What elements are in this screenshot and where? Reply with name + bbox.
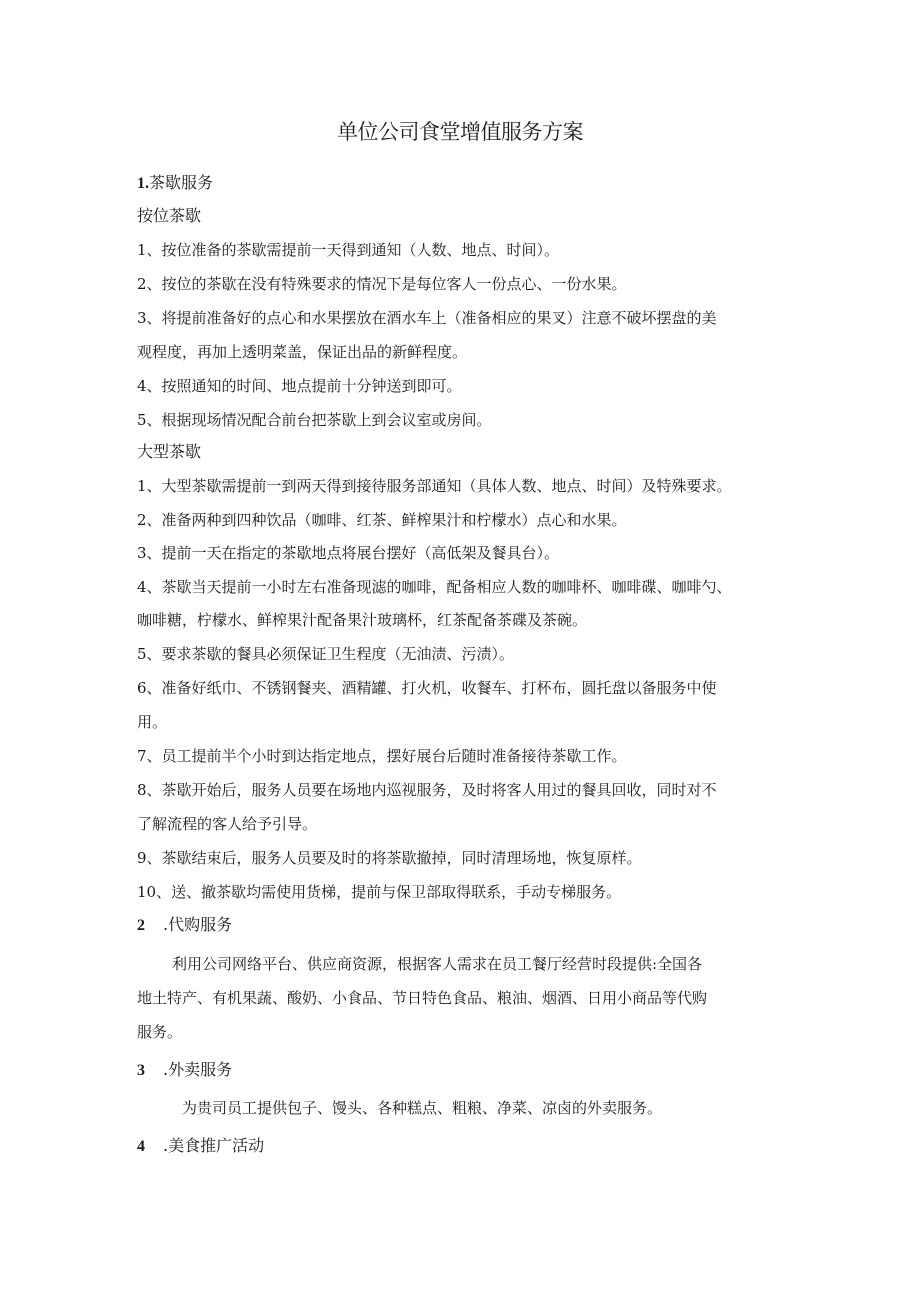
document-title: 单位公司食堂增值服务方案 [337,120,583,144]
section-1-number: 1. [137,175,149,192]
list-item: 1、大型茶歇需提前一到两天得到接待服务部通知（具体人数、地点、时间）及特殊要求。 [137,477,732,495]
section-3-title: .外卖服务 [163,1060,233,1079]
paragraph-line: 服务。 [137,1023,183,1041]
list-item: 3、提前一天在指定的茶歇地点将展台摆好（高低架及餐具台）。 [137,544,560,562]
section-1-title: 茶歇服务 [149,173,214,192]
list-item-continuation: 咖啡糖，柠檬水、鲜榨果汁配备果汁玻璃杯，红茶配备茶碟及茶碗。 [137,611,588,629]
section-1-heading [137,172,213,195]
list-item: 5、要求茶歇的餐具必须保证卫生程度（无油渍、污渍）。 [137,645,515,663]
list-item: 10、送、撤茶歇均需使用货梯，提前与保卫部取得联系，手动专梯服务。 [137,883,622,901]
section-3-number: 3 [137,1062,145,1079]
list-item-continuation: 用。 [137,713,168,731]
section-2-number: 2 [137,917,145,934]
section-4-number: 4 [137,1138,145,1155]
subsection-title: 按位茶歇 [137,206,202,225]
paragraph-line: 地土特产、有机果蔬、酸奶、小食品、节日特色食品、粮油、烟酒、日用小商品等代购 [137,989,708,1007]
list-item: 9、茶歇结束后，服务人员要及时的将茶歇撤掉，同时清理场地，恢复原样。 [137,849,642,867]
list-item: 4、按照通知的时间、地点提前十分钟送到即可。 [137,377,462,395]
list-item: 3、将提前准备好的点心和水果摆放在酒水车上（准备相应的果叉）注意不破坏摆盘的美 [137,309,717,327]
list-item: 7、员工提前半个小时到达指定地点，摆好展台后随时准备接待茶歇工作。 [137,747,627,765]
list-item: 1、按位准备的茶歇需提前一天得到通知（人数、地点、时间）。 [137,241,560,259]
list-item-continuation: 观程度，再加上透明菜盖，保证出品的新鲜程度。 [137,343,468,361]
section-2-heading [137,914,232,937]
section-3-heading [137,1059,232,1082]
list-item: 4、茶歇当天提前一小时左右准备现滤的咖啡，配备相应人数的咖啡杯、咖啡碟、咖啡勺、 [137,578,732,596]
list-item: 6、准备好纸巾、不锈钢餐夹、酒精罐、打火机，收餐车、打杯布，圆托盘以备服务中使 [137,679,717,697]
list-item: 5、根据现场情况配合前台把茶歇上到会议室或房间。 [137,411,492,429]
paragraph-line: 为贵司员工提供包子、馒头、各种糕点、粗粮、净菜、凉卤的外卖服务。 [182,1099,663,1117]
list-item-continuation: 了解流程的客人给予引导。 [137,815,318,833]
section-4-title: .美食推广活动 [163,1136,265,1155]
section-4-heading [137,1135,264,1158]
subsection-title: 大型茶歇 [137,442,202,461]
list-item: 2、按位的茶歇在没有特殊要求的情况下是每位客人一份点心、一份水果。 [137,275,627,293]
list-item: 2、准备两种到四种饮品（咖啡、红茶、鲜榨果汁和柠檬水）点心和水果。 [137,511,627,529]
list-item: 8、茶歇开始后，服务人员要在场地内巡视服务，及时将客人用过的餐具回收，同时对不 [137,781,717,799]
paragraph-line: 利用公司网络平台、供应商资源，根据客人需求在员工餐厅经营时段提供:全国各 [172,955,703,973]
section-2-title: .代购服务 [163,915,233,934]
